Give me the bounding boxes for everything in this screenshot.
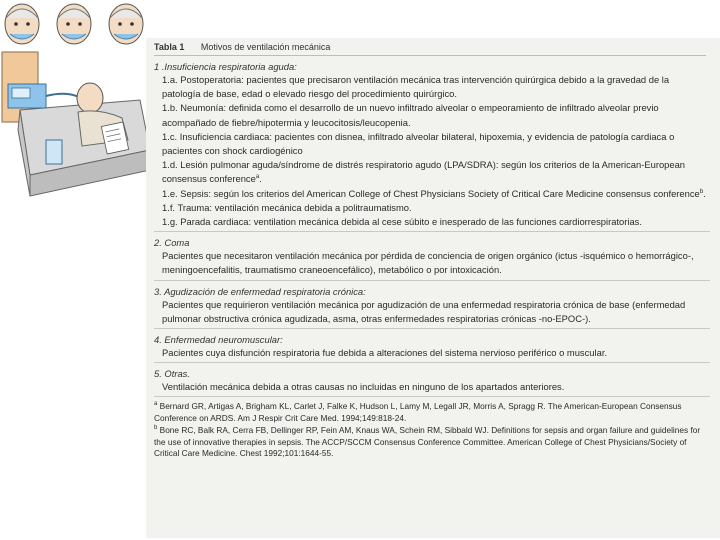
footnote-mark: b xyxy=(154,425,158,432)
patient-figure-icon xyxy=(77,83,129,154)
patient-illustration xyxy=(0,0,150,200)
table-panel xyxy=(146,38,720,538)
footnote: $^a$ Bernard GR, Artigas A, Brigham KL, Carlet J, Falke K, Hudson L, Lamy M, Legall JR, Morris A, Spragg R. The American-European Consensus Conference on ARDS. Am J Respir Crit Care Med. 1994;149:818-24. xyxy=(154,401,682,423)
face-2-icon xyxy=(57,4,91,44)
face-1-icon xyxy=(5,4,39,44)
section-heading: 1 .Insuficiencia respiratoria aguda: xyxy=(154,61,297,72)
section-heading: 2. Coma xyxy=(154,237,190,249)
section-item: 1.c. Insuficiencia cardiaca: pacientes con disnea, infiltrado alveolar bilateral, hipoxemia, y evidencia de patología cardiaca o pacientes con shock cardiogénico xyxy=(162,130,675,157)
footnote: $^b$ Bone RC, Balk RA, Cerra FB, Dellinger RP, Fein AM, Knaus WA, Schein RM, Sibbald WJ. Definitions for sepsis and organ failure and guidelines for the use of innovative therapies in sepsis. The ACCP/SCCM Consensus Conference Committee. American College of Chest Physicians/Society of Critical Care Medicine. Chest 1992;101:1644-55. xyxy=(154,425,701,459)
section-3 xyxy=(154,285,720,329)
divider xyxy=(154,362,710,363)
section-5 xyxy=(154,367,720,397)
divider xyxy=(154,231,710,232)
section-item: Pacientes cuya disfunción respiratoria fue debida a alteraciones del sistema nervioso periférico o muscular. xyxy=(162,347,608,359)
section-item: 1.d. Lesión pulmonar aguda/síndrome de distrés respiratorio agudo (LPA/SDRA): según los criterios de la American-European consensus conference$^a$. xyxy=(162,159,686,185)
section-2 xyxy=(154,236,720,280)
divider xyxy=(154,396,710,397)
ventilated-patient-drawing xyxy=(0,0,150,200)
divider xyxy=(154,328,710,329)
section-heading: 5. Otras. xyxy=(154,368,190,380)
footnote-ref: a xyxy=(255,174,260,181)
footnote-mark: a xyxy=(154,401,158,408)
face-3-icon xyxy=(109,4,143,44)
section-item: Pacientes que requirieron ventilación mecánica por agudización de una enfermedad respiratoria crónica de base (enfermedad pulmonar obstructiva crónica agudizada, asma, otras enfermedades respiratorias crónicas -no-EPOC-). xyxy=(162,298,686,324)
table-title: Motivos de ventilación mecánica xyxy=(200,42,331,52)
bed-icon xyxy=(2,52,150,196)
footnote-ref: b xyxy=(699,188,704,195)
footnotes xyxy=(154,401,710,459)
section-4 xyxy=(154,333,720,363)
section-item: 1.a. Postoperatoria: pacientes que precisaron ventilación mecánica tras intervención quirúrgica debido a la gravedad de la patología de base, edad o elevado riesgo del procedimiento quirúrgico. xyxy=(162,74,670,100)
section-item: Ventilación mecánica debida a otras causas no incluidas en ninguno de los apartados anteriores. xyxy=(162,381,565,393)
section-item: 1.e. Sepsis: según los criterios del American College of Chest Physicians Society of Critical Care Medicine consensus conference$^b$. xyxy=(162,187,706,199)
section-item: Pacientes que necesitaron ventilación mecánica por pérdida de conciencia de origen orgánico (ictus -isquémico o hemorrágico-, meningoencefalitis, traumatismo craneoencefálico), metabólico o por intoxicación. xyxy=(162,250,694,276)
section-item: 1.f. Trauma: ventilación mecánica debida a politraumatismo. xyxy=(162,201,412,213)
section-item: 1.g. Parada cardiaca: ventilation mecánica debida al cese súbito e inesperado de las funciones cardiorrespiratorias. xyxy=(162,216,642,228)
table-number: Tabla 1 xyxy=(154,42,185,52)
table-title-row xyxy=(154,42,706,56)
divider xyxy=(154,280,710,281)
section-heading: 3. Agudización de enfermedad respiratoria crónica: xyxy=(154,285,366,297)
section-item: 1.b. Neumonía: definida como el desarrollo de un nuevo infiltrado alveolar o empeoramiento de infiltrado alveolar previo acompañado de fiebre/hipotermia y leucocitosis/leucopenia. xyxy=(162,102,659,128)
section-heading: 4. Enfermedad neuromuscular: xyxy=(154,334,283,346)
section-1 xyxy=(154,60,720,232)
